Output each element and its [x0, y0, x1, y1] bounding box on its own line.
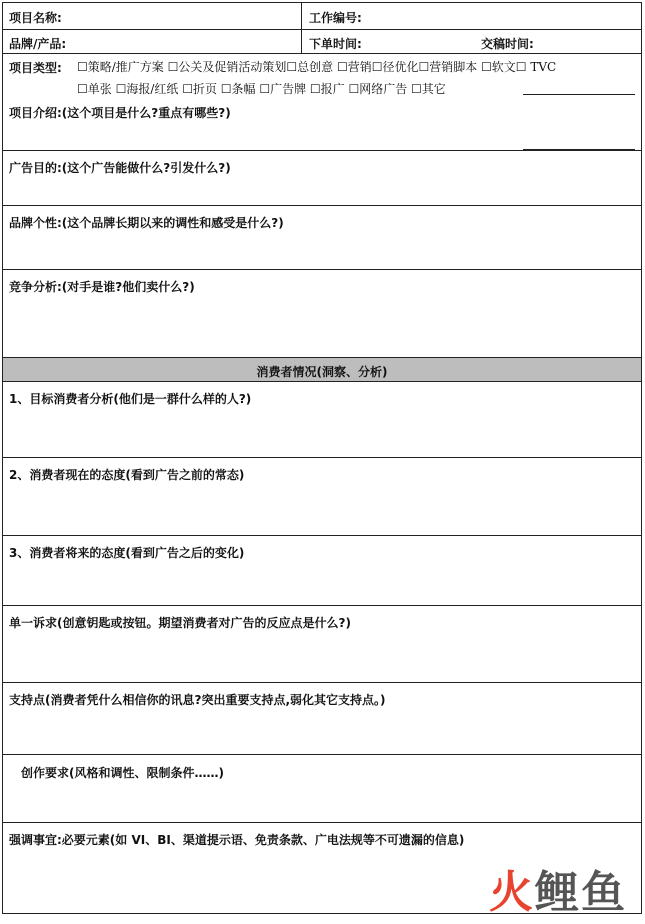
brand-label: 品牌/产品: — [9, 37, 67, 51]
other-underline — [523, 94, 635, 95]
job-number-label: 工作编号: — [309, 11, 362, 25]
row-single-appeal — [3, 606, 641, 683]
row-target-consumer — [3, 382, 641, 458]
ad-purpose-label: 广告目的:(这个广告能做什么?引发什么?) — [9, 161, 231, 175]
row-project-type — [3, 54, 641, 96]
row-current-attitude — [3, 458, 641, 536]
consumer-section-header — [3, 358, 641, 382]
watermark-part2: 鲤鱼 — [535, 867, 627, 918]
single-appeal-label: 单一诉求(创意钥匙或按钮。期望消费者对广告的反应点是什么?) — [9, 616, 351, 630]
competition-label: 竞争分析:(对手是谁?他们卖什么?) — [9, 280, 195, 294]
order-time-label: 下单时间: — [309, 37, 362, 51]
row-project-name — [3, 3, 641, 30]
row-future-attitude — [3, 536, 641, 606]
row-project-intro — [3, 96, 641, 151]
row-brand — [3, 30, 641, 54]
project-type-label: 项目类型: — [9, 61, 62, 75]
row-brand-personality — [3, 206, 641, 270]
row-ad-purpose — [3, 151, 641, 206]
delivery-time-label: 交稿时间: — [481, 37, 534, 51]
creative-brief-form — [2, 2, 642, 914]
project-name-label: 项目名称: — [9, 11, 62, 25]
creative-requirements-label: 创作要求(风格和调性、限制条件……) — [21, 766, 224, 780]
row-support-points — [3, 683, 641, 755]
row-competition — [3, 270, 641, 358]
consumer-section-title: 消费者情况(洞察、分析) — [256, 365, 388, 379]
support-points-label: 支持点(消费者凭什么相信你的讯息?突出重要支持点,弱化其它支持点。) — [9, 693, 386, 707]
project-intro-label: 项目介绍:(这个项目是什么?重点有哪些?) — [9, 106, 231, 120]
notes-label: 强调事宜:必要元素(如 VI、BI、渠道提示语、免责条款、广电法规等不可遗漏的信息) — [9, 833, 465, 847]
watermark-part1: 火 — [489, 867, 535, 918]
current-attitude-label: 2、消费者现在的态度(看到广告之前的常态) — [9, 468, 245, 482]
brand-personality-label: 品牌个性:(这个品牌长期以来的调性和感受是什么?) — [9, 216, 284, 230]
row-creative-requirements — [3, 755, 641, 823]
watermark-logo — [489, 856, 627, 920]
project-type-options-line2: ☐单张 ☐海报/红纸 ☐折页 ☐条幅 ☐广告牌 ☐报广 ☐网络广告 ☐其它 — [77, 82, 446, 96]
project-type-options-line1: ☐策略/推广方案 ☐公关及促销活动策划☐总创意 ☐营销☐径优化☐营销脚本 ☐软文☐ TVC — [77, 60, 557, 74]
target-consumer-label: 1、目标消费者分析(他们是一群什么样的人?) — [9, 392, 252, 406]
future-attitude-label: 3、消费者将来的态度(看到广告之后的变化) — [9, 546, 245, 560]
